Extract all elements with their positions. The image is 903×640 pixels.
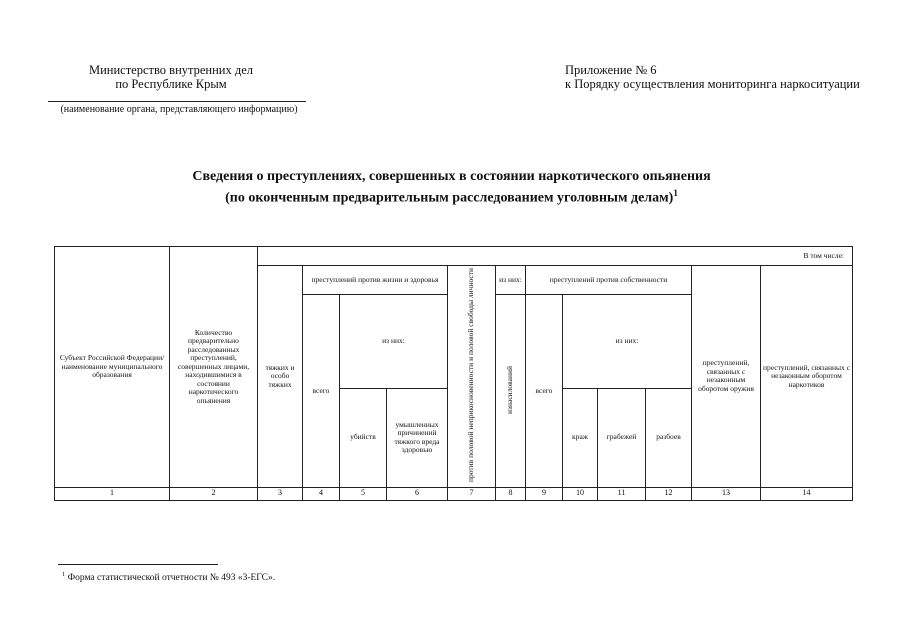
assaults-header: разбоев: [646, 388, 692, 487]
rapes-text: изнасилований: [505, 365, 515, 414]
grave-header: тяжких и особо тяжких: [258, 266, 303, 488]
column-number: 2: [170, 487, 258, 500]
against-sexual-text: против половой неприкосновенности и половой свободы личности: [466, 268, 476, 483]
title-line-2-text: (по оконченным предварительным расследованием уголовным делам): [225, 190, 674, 206]
column-number-row: [55, 487, 853, 500]
issuer-line-1: Министерство внутренних дел: [88, 63, 254, 77]
document-title: [100, 168, 803, 207]
property-of-them-header: из них:: [563, 295, 692, 389]
weapons-header: преступлений, связанных с незаконным оборотом оружия: [692, 266, 761, 488]
issuer-underline: [48, 101, 306, 102]
col-count-header: Количество предварительно расследованных преступлений, совершенных лицами, находившимися в состоянии наркотического опьянения: [170, 247, 258, 488]
column-number: 9: [526, 487, 563, 500]
grievous-harm-header: умышленных причинений тяжкого вреда здоровью: [387, 388, 448, 487]
column-number: 13: [692, 487, 761, 500]
robberies-header: грабежей: [598, 388, 646, 487]
life-of-them-header: из них:: [340, 295, 448, 389]
column-number: 10: [563, 487, 598, 500]
life-total-header: всего: [303, 295, 340, 488]
in-that-number-header: В том числе:: [258, 247, 853, 266]
column-number: 6: [387, 487, 448, 500]
col-subject-header: Субъект Российской Федерации/ наименование муниципального образования: [55, 247, 170, 488]
appendix-reference: к Порядку осуществления мониторинга наркоситуации: [565, 77, 860, 91]
rapes-header: [496, 295, 526, 488]
column-number: 7: [448, 487, 496, 500]
issuer-block: [60, 63, 282, 91]
against-life-header: преступлений против жизни и здоровья: [303, 266, 448, 295]
column-number: 8: [496, 487, 526, 500]
column-number: 5: [340, 487, 387, 500]
of-them-short-header: из них:: [496, 266, 526, 295]
issuer-line-2: по Республике Крым: [115, 77, 227, 91]
against-sexual-header: [448, 266, 496, 488]
column-number: 3: [258, 487, 303, 500]
column-number: 14: [761, 487, 853, 500]
thefts-header: краж: [563, 388, 598, 487]
footnote: [62, 569, 275, 584]
column-number: 1: [55, 487, 170, 500]
column-number: 11: [598, 487, 646, 500]
issuer-caption: (наименование органа, представляющего информацию): [60, 104, 298, 115]
title-line-1: Сведения о преступлениях, совершенных в состоянии наркотического опьянения: [192, 169, 711, 184]
footnote-mark: 1: [62, 571, 66, 578]
title-footnote-mark: 1: [673, 188, 678, 198]
column-number: 12: [646, 487, 692, 500]
footnote-separator: [58, 564, 218, 565]
drugs-header: преступлений, связанных с незаконным оборотом наркотиков: [761, 266, 853, 488]
murders-header: убийств: [340, 388, 387, 487]
column-number: 4: [303, 487, 340, 500]
appendix-block: [565, 63, 885, 91]
property-total-header: всего: [526, 295, 563, 488]
footnote-text: Форма статистической отчетности № 493 «3-ЕГС».: [67, 573, 276, 584]
report-table: [54, 246, 853, 501]
against-property-header: преступлений против собственности: [526, 266, 692, 295]
title-line-2: [100, 185, 803, 207]
appendix-number: Приложение № 6: [565, 63, 657, 77]
